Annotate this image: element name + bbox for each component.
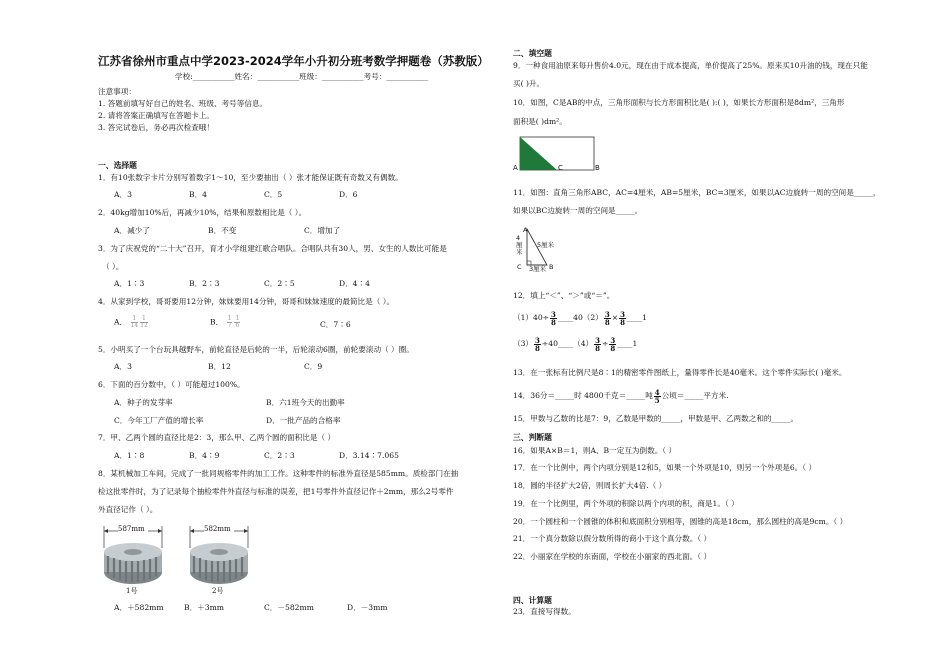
question-11: 11．如图：直角三角形ABC，AC=4厘米，AB=5厘米，BC=3厘米，如果以AC边旋转一周的空间是_____， (513, 188, 881, 197)
option-c: C．7∶6 (320, 320, 351, 329)
option-d: D．6 (339, 190, 358, 199)
point-c-label: C (558, 164, 563, 172)
side-ac-label: 4厘米 (516, 234, 523, 256)
question-16: 16．如果A×B＝1，则A、B一定互为倒数。（ ） (513, 446, 677, 455)
fraction: $\frac{3}{8}$ (595, 335, 601, 353)
gear-figure-1 (98, 522, 170, 597)
option-c: C．5 (264, 190, 283, 199)
question-12: 12．填上“＜”、“＞”或“＝”。 (513, 291, 615, 300)
question-2: 2．40kg增加10%后，再减少10%，结果和原数相比是（ ）。 (98, 208, 307, 217)
option-a: A．3 (114, 190, 132, 199)
question-17: 17．在一个比例中，两个内项分别是12和5，如果一个外项是10，则另一个外项是6。（ ） (513, 463, 817, 472)
question-8: 8．某机械加工车间，完成了一批同规格零件的加工工作。这种零件的标准外直径是585mm。质检部门在抽 (98, 469, 459, 478)
question-12-row-2: （3） $\frac{3}{8}$ ÷40____（4） $\frac{3}{8}$ ÷ $\frac{3}{8}$ ____1 (513, 335, 638, 353)
question-6: 6．下面的百分数中，（ ）可能超过100%。 (98, 380, 245, 389)
question-18: 18．圆的半径扩大2倍，则周长扩大4倍.（ ） (513, 481, 667, 490)
option-c: C．9 (304, 362, 323, 371)
question-20: 20．一个圆柱和一个圆锥的体积和底面积分别相等，圆锥的高是18cm，那么圆柱的高是9cm。（ ） (513, 517, 848, 526)
question-10-cont: 面积是( )dm²。 (513, 117, 567, 126)
fraction: $\frac{3}{8}$ (610, 335, 616, 353)
question-14: 14．36分＝_____时 4800千克＝_____吨 $\frac{4}{5}$ 公顷＝_____平方米. (513, 387, 729, 405)
section-heading-judge: 三、判断题 (513, 433, 552, 442)
option-d: D．3.14∶7.065 (339, 451, 399, 460)
option-a: A．3 (114, 362, 132, 371)
fraction: $\frac{3}{8}$ (535, 335, 540, 353)
section-heading-calc: 四、计算题 (513, 596, 552, 605)
option-b: B．4 (189, 190, 208, 199)
notice-item: 3. 答完试卷后，务必再次检查哦！ (98, 123, 214, 132)
notice-item: 2. 请将答案正确填写在答题卡上。 (98, 111, 214, 120)
option-a: A．减少了 (114, 226, 150, 235)
side-ab-label: 5厘米 (537, 241, 555, 249)
option-b: B．＋3mm (184, 603, 225, 612)
fraction: $\frac{3}{8}$ (604, 309, 610, 327)
option-a: A．1∶3 (114, 279, 145, 288)
option-c: C．2∶5 (264, 279, 295, 288)
right-triangle-figure (513, 225, 563, 275)
option-a: A．种子的发芽率 (114, 398, 173, 407)
question-5: 5．小明买了一个台玩具越野车，前轮直径是后轮的一半，后轮滚动6圈，前轮要滚动（ ）圈。 (98, 345, 414, 354)
point-a-label: A (513, 164, 518, 172)
notice-item: 1. 答题前填写好自己的姓名、班级、考号等信息。 (98, 99, 268, 108)
question-3-cont: （ ）。 (102, 262, 124, 271)
point-c-label: C (517, 263, 522, 271)
gear-2-label: 2号 (212, 587, 224, 595)
option-b: B．不变 (208, 226, 237, 235)
fraction: $\frac{3}{8}$ (620, 309, 625, 327)
question-8-cont: 外直径记作（ ）。 (98, 505, 158, 514)
question-3: 3．为了庆祝党的“二十大”召开，育才小学组建红歌合唱队。合唱队共有30人，男、女生的人数比可能是 (98, 244, 447, 253)
fraction: $\frac{1}{14}$ (130, 315, 139, 329)
side-bc-label: 3厘米 (529, 265, 547, 273)
option-b: B．六1班今天的出勤率 (266, 398, 345, 407)
option-d: D．一批产品的合格率 (266, 416, 341, 425)
option-d: D．4∶4 (339, 279, 370, 288)
option-a: A．1∶8 (114, 451, 145, 460)
question-11-cont: 如果以BC边旋转一周的空间是_____。 (513, 206, 643, 215)
option-b: B．4∶9 (189, 451, 220, 460)
question-10: 10．如图，C是AB的中点，三角形面积与长方形面积比是( ):( )，如果长方形面积是8dm²，三角形 (513, 98, 845, 107)
section-heading-choice: 一、选择题 (98, 161, 137, 170)
point-b-label: B (549, 263, 554, 271)
question-7: 7．甲、乙两个圆的直径比是2：3，那么甲、乙两个圆的面积比是（ ） (98, 433, 336, 442)
fraction: $\frac{3}{8}$ (551, 309, 556, 327)
question-1: 1．有10张数字卡片分别写着数字1～10，至少要抽出（ ）张才能保证既有奇数又有偶数。 (98, 173, 403, 182)
point-a-label: A (523, 226, 528, 234)
option-b: B． $\frac{1}{7}$ $\frac{1}{6}$ (210, 315, 240, 329)
gear-1-dimension: 587mm (118, 525, 145, 533)
question-21: 21．一个真分数除以假分数所得的商小于这个真分数。（ ） (513, 534, 712, 543)
option-c: C．2∶3 (264, 451, 295, 460)
fraction: $\frac{1}{6}$ (235, 315, 240, 329)
question-23: 23．直接写得数。 (513, 607, 576, 616)
notice-heading: 注意事项： (98, 87, 136, 96)
student-info-line: 学校:___________姓名：___________班级：___________考号：___________ (175, 72, 429, 81)
question-13: 13．在一张标有比例尺是8∶1的精密零件图纸上，量得零件长是40毫米。这个零件实际长( )毫米。 (513, 368, 847, 377)
section-heading-fill: 二、填空题 (513, 49, 552, 58)
question-4: 4．从家到学校，哥哥要用12分钟，妹妹要用14分钟，哥哥和妹妹速度的最简比是（ ）。 (98, 297, 395, 306)
option-c: C．－582mm (264, 603, 314, 612)
question-9-cont: 买( )升。 (513, 79, 545, 88)
gear-2-dimension: 582mm (204, 525, 231, 533)
gear-1-label: 1号 (126, 587, 138, 595)
point-b-label: B (595, 164, 600, 172)
fraction: $\frac{4}{5}$ (654, 387, 660, 405)
gear-figure-2 (184, 522, 256, 597)
question-9: 9．一种食用油原来每升售价4.0元，现在由于成本提高，单价提高了25%。原来买10升油的钱，现在只能 (513, 61, 868, 70)
rectangle-triangle-figure (513, 134, 603, 176)
fraction: $\frac{1}{7}$ (227, 315, 232, 329)
option-c: C．今年工厂产值的增长率 (114, 416, 204, 425)
question-15: 15．甲数与乙数的比是7：9，乙数是甲数的_____，甲数是甲、乙两数之和的_____。 (513, 414, 799, 423)
question-12-row-1: （1）40÷ $\frac{3}{8}$ ____40（2） $\frac{3}{8}$ × $\frac{3}{8}$ ____1 (513, 309, 647, 327)
fraction: $\frac{1}{12}$ (140, 315, 148, 329)
question-19: 19．在一个比例里，两个外项的积除以两个内项的积，商是1。（ ） (513, 499, 739, 508)
question-22: 22．小丽家在学校的东南面，学校在小丽家的西北面。（ ） (513, 552, 712, 561)
page-title: 江苏省徐州市重点中学2023-2024学年小升初分班考数学押题卷（苏教版） (98, 54, 489, 68)
option-c: C．增加了 (304, 226, 341, 235)
option-b: B．12 (208, 362, 231, 371)
option-d: D．－3mm (347, 603, 388, 612)
option-a: A． $\frac{1}{14}$ $\frac{1}{12}$ (114, 315, 148, 329)
option-a: A．＋582mm (114, 603, 164, 612)
question-8-cont: 检这批零件时，为了记录每个抽检零件外直径与标准的误差，把1号零件外直径记作＋2mm，那么2号零件 (98, 487, 454, 496)
option-b: B．2∶3 (189, 279, 220, 288)
